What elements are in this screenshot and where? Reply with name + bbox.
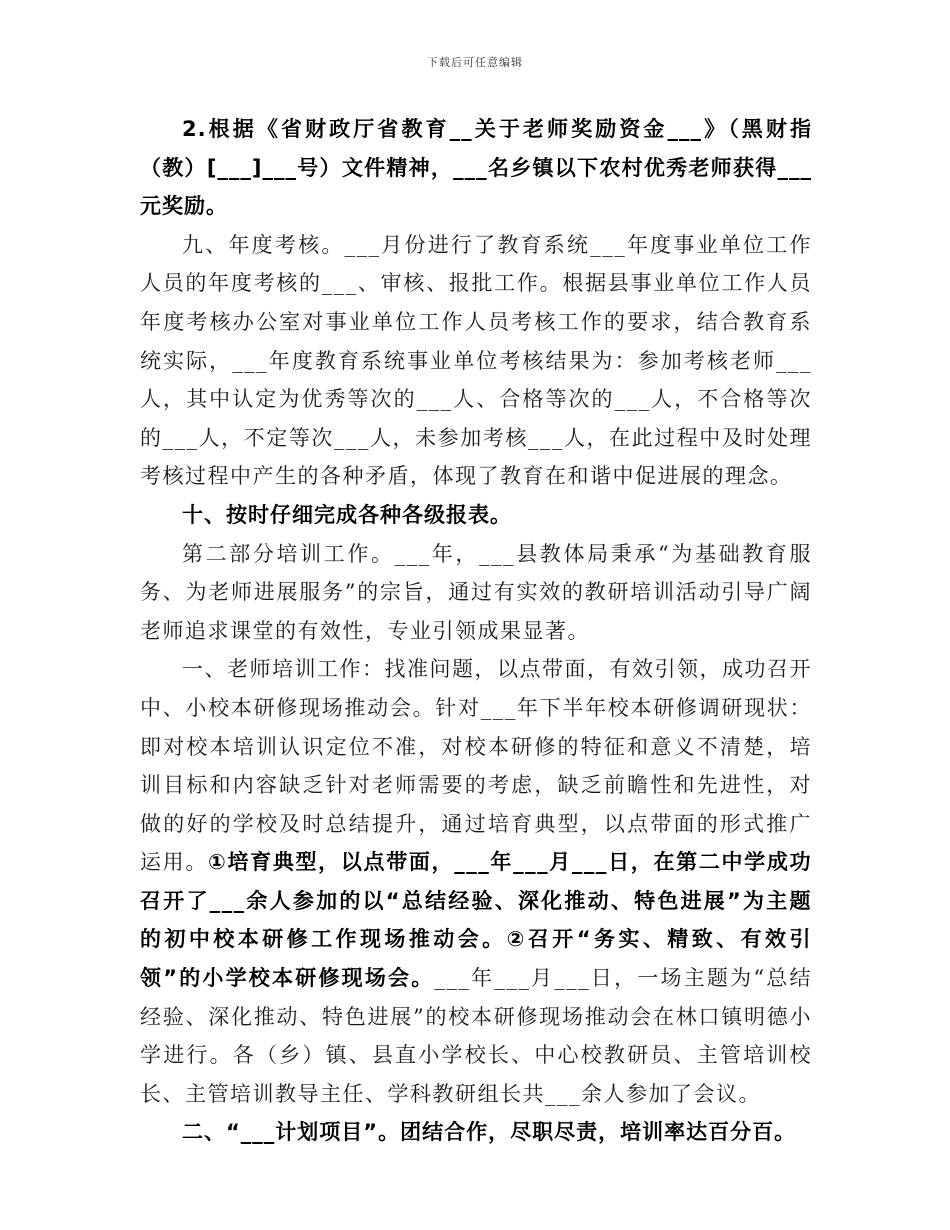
paragraph-plan-project: 二、“___计划项目”。团结合作，尽职尽责，培训率达百分百。 <box>182 1120 797 1145</box>
paragraph-annual-assessment: 九、年度考核。___月份进行了教育系统___年度事业单位工作人员的年度考核的___、审核、报批工作。根据县事业单位工作人员年度考核办公室对事业单位工作人员考核工作的要求，结合教育系统实际，___年度教育系统事业单位考核结果为：参加考核老师___人，其中认定为优秀等次的___人、合格等次的___人，不合格等次的___人，不定等次___人，未参加考核___人，在此过程中及时处理考核过程中产生的各种矛盾，体现了教育在和谐中促进展的理念。 <box>140 232 812 489</box>
paragraph-reports: 十、按时仔细完成各种各级报表。 <box>182 502 512 527</box>
teacher-training-tail-text: ___年___月___日，一场主题为“总结经验、深化推动、特色进展”的校本研修现场推动会在林口镇明德小学进行。各（乡）镇、县直小学校长、中心校教研员、主管培训校长、主管培训教导主任、学科教研组长共___余人参加了会议。 <box>140 966 812 1106</box>
paragraph-teacher-training <box>140 650 812 1113</box>
paragraph-training-intro: 第二部分培训工作。___年，___县教体局秉承“为基础教育服务、为老师进展服务”的宗旨，通过有实效的教研培训活动引导广阔老师追求课堂的有效性，专业引领成果显著。 <box>140 541 812 643</box>
header-note: 下载后可任意编辑 <box>427 56 523 69</box>
teacher-training-bold-text: ①培育典型，以点带面，___年___月___日，在第二中学成功召开了___余人参加的以“总结经验、深化推动、特色进展”为主题的初中校本研修工作现场推动会。②召开“务实、精致、有效引领”的小学校本研修现场会。 <box>140 850 813 991</box>
teacher-training-text: 一、老师培训工作：找准问题，以点带面，有效引领，成功召开中、小校本研修现场推动会。针对___年下半年校本研修调研现状：即对校本培训认识定位不准，对校本研修的特征和意义不清楚，培训目标和内容缺乏针对老师需要的考虑，缺乏前瞻性和先进性，对做的好的学校及时总结提升，通过培育典型，以点带面的形式推广运用。 <box>140 657 812 875</box>
paragraph-reward-funds: 2.根据《省财政厅省教育__关于老师奖励资金___》（黑财指（教）[___]___号）文件精神，___名乡镇以下农村优秀老师获得___元奖励。 <box>140 117 812 219</box>
document-body <box>140 110 812 1152</box>
